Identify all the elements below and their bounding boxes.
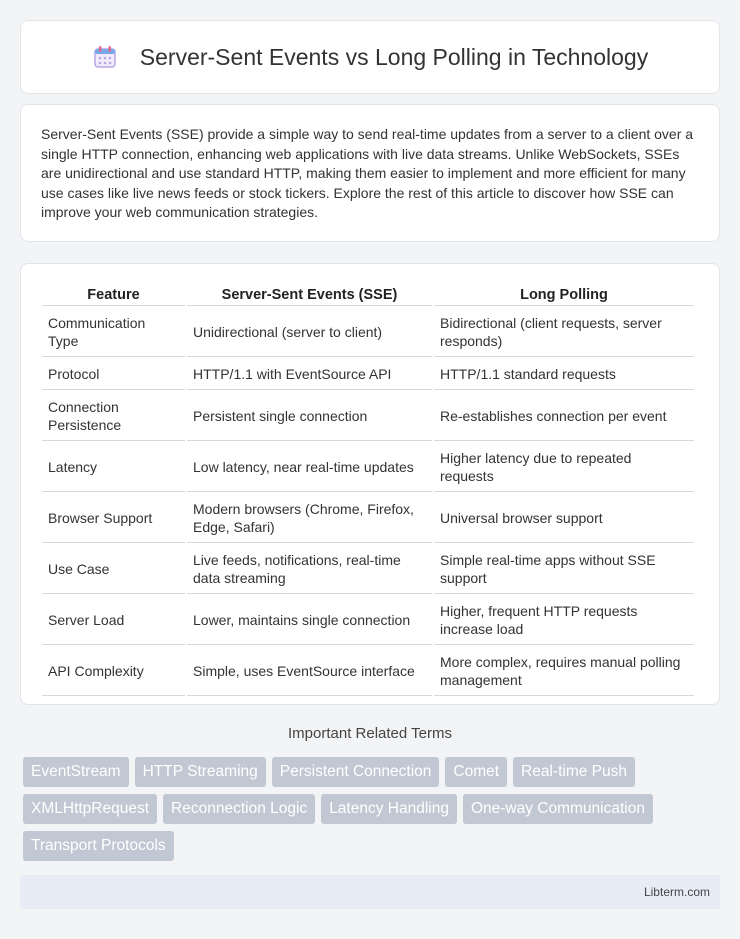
related-terms-tags [23, 757, 723, 861]
row-sse: Modern browsers (Chrome, Firefox, Edge, Safari) [187, 494, 432, 543]
header-sse: Server-Sent Events (SSE) [187, 282, 432, 306]
row-long-polling: Higher latency due to repeated requests [434, 443, 694, 492]
table-row [42, 308, 694, 357]
row-sse: HTTP/1.1 with EventSource API [187, 359, 432, 390]
row-feature: Communication Type [42, 308, 185, 357]
row-feature: Use Case [42, 545, 185, 594]
row-feature: Browser Support [42, 494, 185, 543]
row-long-polling: Re-establishes connection per event [434, 392, 694, 441]
tag-real-time-push[interactable]: Real-time Push [513, 757, 635, 787]
footer [20, 875, 720, 909]
header-feature: Feature [42, 282, 185, 306]
tag-xmlhttprequest[interactable]: XMLHttpRequest [23, 794, 157, 824]
table-row [42, 545, 694, 594]
table-row [42, 647, 694, 696]
tag-latency-handling[interactable]: Latency Handling [321, 794, 457, 824]
table-row [42, 392, 694, 441]
row-sse: Low latency, near real-time updates [187, 443, 432, 492]
tag-comet[interactable]: Comet [445, 757, 507, 787]
row-long-polling: Bidirectional (client requests, server responds) [434, 308, 694, 357]
row-sse: Persistent single connection [187, 392, 432, 441]
comparison-table [40, 280, 696, 698]
intro-card [20, 104, 720, 242]
header-card [20, 20, 720, 94]
tag-one-way-communication[interactable]: One-way Communication [463, 794, 653, 824]
row-feature: API Complexity [42, 647, 185, 696]
row-feature: Connection Persistence [42, 392, 185, 441]
row-sse: Live feeds, notifications, real-time data streaming [187, 545, 432, 594]
tag-transport-protocols[interactable]: Transport Protocols [23, 831, 174, 861]
calendar-icon [92, 44, 118, 70]
tag-persistent-connection[interactable]: Persistent Connection [272, 757, 440, 787]
row-sse: Simple, uses EventSource interface [187, 647, 432, 696]
row-feature: Latency [42, 443, 185, 492]
row-sse: Unidirectional (server to client) [187, 308, 432, 357]
table-row [42, 443, 694, 492]
table-row [42, 494, 694, 543]
header-long-polling: Long Polling [434, 282, 694, 306]
row-long-polling: Higher, frequent HTTP requests increase load [434, 596, 694, 645]
row-long-polling: More complex, requires manual polling management [434, 647, 694, 696]
table-header-row [42, 282, 694, 306]
intro-paragraph: Server-Sent Events (SSE) provide a simple way to send real-time updates from a server to a client over a single HTTP connection, enhancing web applications with live data streams. Unlike WebSockets, SSEs are unidirectional and use standard HTTP, making them easier to implement and more efficient for many use cases like live news feeds or stock tickers. Explore the rest of this article to discover how SSE can improve your web communication strategies. [41, 126, 694, 221]
table-row [42, 596, 694, 645]
table-row [42, 359, 694, 390]
tag-eventstream[interactable]: EventStream [23, 757, 129, 787]
row-feature: Protocol [42, 359, 185, 390]
comparison-table-card [20, 263, 720, 705]
tag-http-streaming[interactable]: HTTP Streaming [135, 757, 266, 787]
tag-reconnection-logic[interactable]: Reconnection Logic [163, 794, 315, 824]
row-long-polling: Simple real-time apps without SSE support [434, 545, 694, 594]
row-long-polling: HTTP/1.1 standard requests [434, 359, 694, 390]
row-long-polling: Universal browser support [434, 494, 694, 543]
row-feature: Server Load [42, 596, 185, 645]
row-sse: Lower, maintains single connection [187, 596, 432, 645]
page-title: Server-Sent Events vs Long Polling in Technology [139, 43, 649, 70]
footer-site-link[interactable]: Libterm.com [643, 885, 710, 899]
related-terms-title: Important Related Terms [288, 725, 452, 742]
